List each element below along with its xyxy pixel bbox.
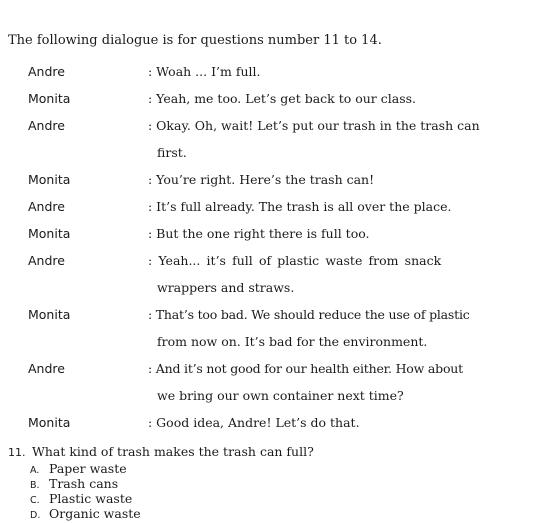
dialogue-text: from now on. It’s bad for the environment.	[157, 334, 428, 349]
answer-option	[30, 506, 141, 521]
option-letter: D.	[30, 510, 41, 521]
option-text: Organic waste	[48, 506, 141, 521]
dialogue-text: we bring our own container next time?	[157, 388, 404, 403]
dialogue-continuation	[0, 388, 556, 408]
dialogue-text: : That’s too bad. We should reduce the use of plastic	[148, 307, 470, 322]
question-11	[8, 444, 314, 459]
dialogue-line	[0, 253, 556, 273]
dialogue-line	[0, 361, 556, 381]
speaker-name: Andre	[28, 118, 65, 133]
speaker-name: Monita	[28, 415, 71, 430]
dialogue-text: : It’s full already. The trash is all over the place.	[148, 199, 452, 214]
dialogue-text: : Woah ... I’m full.	[148, 64, 261, 79]
dialogue-line	[0, 199, 556, 219]
dialogue-line	[0, 226, 556, 246]
option-letter: C.	[30, 495, 40, 506]
speaker-name: Andre	[28, 361, 65, 376]
option-letter: B.	[30, 480, 40, 491]
answer-option	[30, 461, 141, 476]
dialogue-text: : Yeah, me too. Let’s get back to our class.	[148, 91, 417, 106]
dialogue-text: wrappers and straws.	[157, 280, 295, 295]
question-number: 11.	[8, 446, 26, 459]
dialogue-text: : You’re right. Here’s the trash can!	[148, 172, 375, 187]
dialogue-line	[0, 118, 556, 138]
answer-options	[30, 461, 141, 521]
speaker-name: Monita	[28, 226, 71, 241]
dialogue-text: : Okay. Oh, wait! Let’s put our trash in the trash can	[148, 118, 480, 133]
dialogue-line	[0, 415, 556, 435]
answer-option	[30, 491, 141, 506]
speaker-name: Andre	[28, 253, 65, 268]
dialogue-continuation	[0, 280, 556, 300]
option-text: Plastic waste	[48, 491, 133, 506]
answer-option	[30, 476, 141, 491]
dialogue-line	[0, 172, 556, 192]
dialogue-text: first.	[157, 145, 187, 160]
dialogue-text: : And it’s not good for our health either. How about	[148, 361, 463, 376]
dialogue-continuation	[0, 145, 556, 165]
dialogue-text: : Yeah... it’s full of plastic waste from snack	[148, 253, 442, 268]
dialogue-text: : But the one right there is full too.	[148, 226, 370, 241]
dialogue-continuation	[0, 334, 556, 354]
dialogue-line	[0, 307, 556, 327]
dialogue-text: : Good idea, Andre! Let’s do that.	[148, 415, 360, 430]
question-text: What kind of trash makes the trash can full?	[31, 444, 314, 459]
speaker-name: Monita	[28, 172, 71, 187]
dialogue-line	[0, 64, 556, 84]
speaker-name: Andre	[28, 199, 65, 214]
option-text: Trash cans	[48, 476, 119, 491]
speaker-name: Andre	[28, 64, 65, 79]
intro-text: The following dialogue is for questions number 11 to 14.	[8, 33, 382, 48]
option-text: Paper waste	[48, 461, 127, 476]
speaker-name: Monita	[28, 91, 71, 106]
dialogue-line	[0, 91, 556, 111]
speaker-name: Monita	[28, 307, 71, 322]
option-letter: A.	[30, 465, 40, 476]
